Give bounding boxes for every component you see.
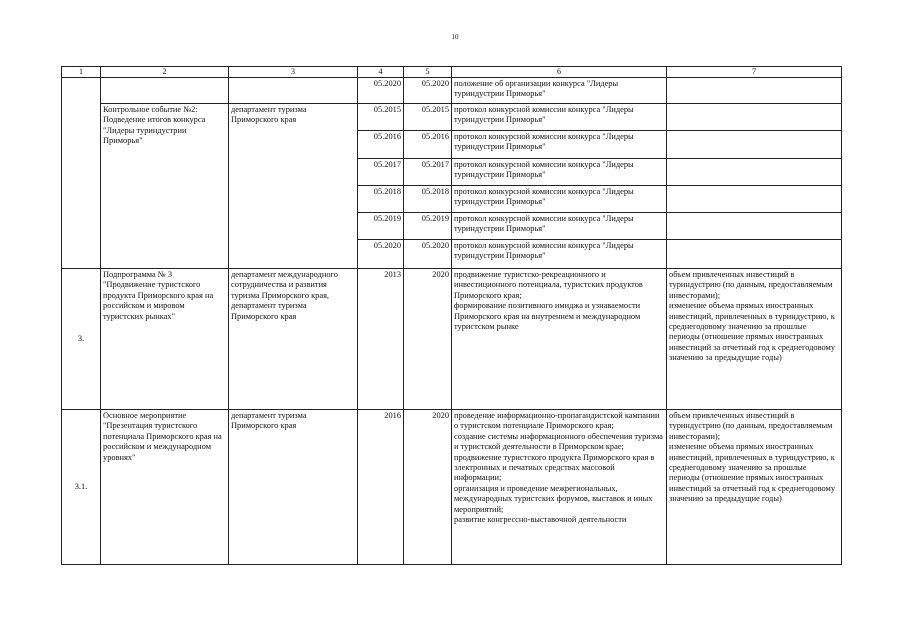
indicator-cell (667, 159, 842, 186)
result-cell: продвижение туристско-рекреационного и инвестиционного потенциала, туристских продуктов Приморского края; формирование позитивного имиджа и узнаваемости Приморского края на внутреннем и международном туристском рынке (452, 269, 667, 410)
indicator-cell: объем привлеченных инвестиций в туриндустрию (по данным, предоставляемым инвесторами); изменение объема прямых иностранных инвестиций, привлеченных в туриндустрию, к среднегодовому значению за прошлые периоды (отношение прямых иностранных инвестиций за отчетный год к среднегодовому значению за предыдущие годы) (667, 269, 842, 410)
indicator-cell (667, 213, 842, 240)
row-number-cell: 3. (62, 269, 101, 410)
name-cell: Основное мероприятие "Презентация туристского потенциала Приморского края на российском и международном уровнях" (101, 410, 229, 565)
page-number: 10 (451, 33, 459, 41)
executor-cell: департамент международного сотрудничества и развития туризма Приморского края, департамент туризма Приморского края (229, 269, 358, 410)
executor-cell (229, 78, 358, 104)
header-cell: 6 (452, 67, 667, 78)
end-date-cell: 05.2019 (404, 213, 452, 240)
result-cell: протокол конкурсной комиссии конкурса "Лидеры туриндустрии Приморья" (452, 131, 667, 159)
result-cell: протокол конкурсной комиссии конкурса "Лидеры туриндустрии Приморья" (452, 213, 667, 240)
end-date-cell: 05.2018 (404, 186, 452, 213)
end-date-cell: 2020 (404, 269, 452, 410)
table-row (62, 269, 842, 410)
indicator-cell: объем привлеченных инвестиций в туриндустрию (по данным, предоставляемым инвесторами); изменение объема прямых иностранных инвестиций, привлеченных в туриндустрию, к среднегодовому значению за прошлые периоды (отношение прямых иностранных инвестиций за отчетный год к среднегодовому значению за предыдущие годы) (667, 410, 842, 565)
start-date-cell: 2013 (358, 269, 404, 410)
start-date-cell: 05.2015 (358, 104, 404, 131)
header-cell: 7 (667, 67, 842, 78)
indicator-cell (667, 78, 842, 104)
result-cell: протокол конкурсной комиссии конкурса "Лидеры туриндустрии Приморья" (452, 159, 667, 186)
end-date-cell: 05.2020 (404, 240, 452, 269)
name-cell: Подпрограмма № 3 "Продвижение туристского продукта Приморского края на российском и мировом туристских рынках" (101, 269, 229, 410)
end-date-cell: 2020 (404, 410, 452, 565)
program-table (61, 66, 842, 565)
result-cell: протокол конкурсной комиссии конкурса "Лидеры туриндустрии Приморья" (452, 104, 667, 131)
end-date-cell: 05.2017 (404, 159, 452, 186)
header-cell: 2 (101, 67, 229, 78)
header-cell: 5 (404, 67, 452, 78)
indicator-cell (667, 131, 842, 159)
start-date-cell: 05.2020 (358, 78, 404, 104)
start-date-cell: 05.2019 (358, 213, 404, 240)
result-cell: протокол конкурсной комиссии конкурса "Лидеры туриндустрии Приморья" (452, 186, 667, 213)
end-date-cell: 05.2015 (404, 104, 452, 131)
start-date-cell: 05.2018 (358, 186, 404, 213)
table-row (62, 78, 842, 104)
indicator-cell (667, 104, 842, 131)
header-cell: 4 (358, 67, 404, 78)
start-date-cell: 2016 (358, 410, 404, 565)
end-date-cell: 05.2016 (404, 131, 452, 159)
name-cell: Контрольное событие №2: Подведение итогов конкурса "Лидеры туриндустрии Приморья" (101, 104, 229, 269)
end-date-cell: 05.2020 (404, 78, 452, 104)
start-date-cell: 05.2020 (358, 240, 404, 269)
result-cell: положение об организации конкурса "Лидеры туриндустрии Приморья" (452, 78, 667, 104)
indicator-cell (667, 240, 842, 269)
header-row (62, 67, 842, 78)
indicator-cell (667, 186, 842, 213)
table-row (62, 410, 842, 565)
result-cell: проведение информационно-пропагандистской кампании о туристском потенциале Приморского края; создание системы информационного обеспечения туризма и туристской деятельности в Приморском крае; продвижение туристского продукта Приморского края в электронных и печатных средствах массовой информации; организация и проведение межрегиональных, международных туристских форумов, выставок и иных мероприятий; развитие конгрессно-выставочной деятельности (452, 410, 667, 565)
start-date-cell: 05.2016 (358, 131, 404, 159)
table-row (62, 104, 842, 131)
result-cell: протокол конкурсной комиссии конкурса "Лидеры туриндустрии Приморья" (452, 240, 667, 269)
executor-cell: департамент туризма Приморского края (229, 104, 358, 269)
name-cell (101, 78, 229, 104)
executor-cell: департамент туризма Приморского края (229, 410, 358, 565)
header-cell: 1 (62, 67, 101, 78)
header-cell: 3 (229, 67, 358, 78)
start-date-cell: 05.2017 (358, 159, 404, 186)
row-number-cell (62, 78, 101, 269)
row-number-cell: 3.1. (62, 410, 101, 565)
